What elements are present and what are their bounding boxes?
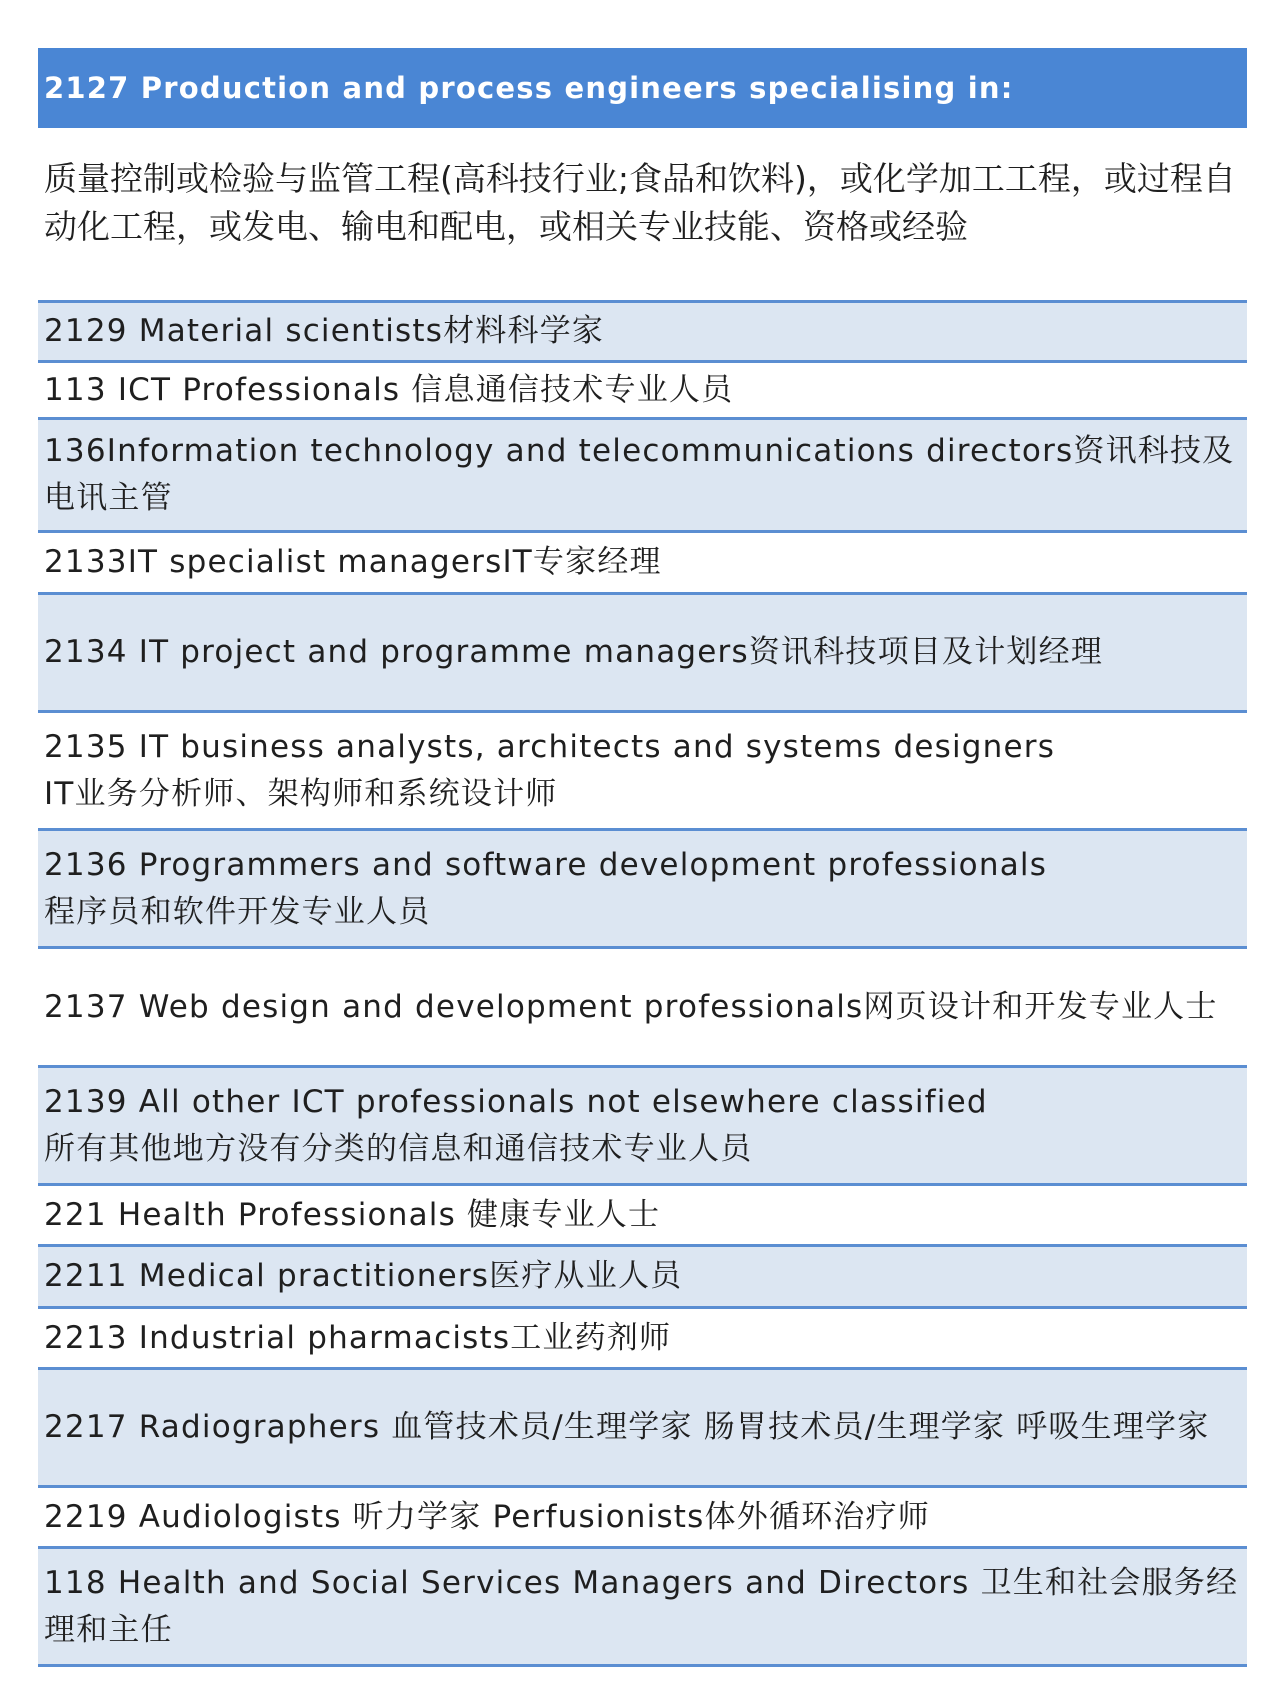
row-line: 221 Health Professionals 健康专业人士 bbox=[44, 1196, 661, 1233]
table-row bbox=[38, 1186, 1247, 1247]
row-line: 118 Health and Social Services Managers and Directors 卫生和社会服务经理和主任 bbox=[44, 1564, 1239, 1648]
occupation-table bbox=[38, 48, 1247, 1667]
row-line-chinese: 程序员和软件开发专业人员 bbox=[44, 893, 431, 930]
table-row bbox=[38, 303, 1247, 363]
row-line: 136Information technology and telecommunications directors资讯科技及电讯主管 bbox=[44, 433, 1235, 516]
table-row bbox=[38, 595, 1247, 713]
intro-description bbox=[38, 128, 1247, 303]
row-line: 2217 Radiographers 血管技术员/生理学家 肠胃技术员/生理学家 呼吸生理学家 bbox=[44, 1409, 1210, 1445]
row-line: 2129 Material scientists材料科学家 bbox=[44, 313, 605, 349]
table-row bbox=[38, 1247, 1247, 1309]
table-row bbox=[38, 831, 1247, 949]
table-row bbox=[38, 420, 1247, 533]
row-line-chinese: IT业务分析师、架构师和系统设计师 bbox=[44, 775, 558, 812]
row-line: 2136 Programmers and software development professionals bbox=[44, 846, 1048, 883]
row-line: 2211 Medical practitioners医疗从业人员 bbox=[44, 1258, 683, 1294]
table-row bbox=[38, 949, 1247, 1068]
row-line: 2134 IT project and programme managers资讯科技项目及计划经理 bbox=[44, 634, 1104, 670]
row-line: 113 ICT Professionals 信息通信技术专业人员 bbox=[44, 371, 734, 408]
row-line: 2213 Industrial pharmacists工业药剂师 bbox=[44, 1319, 672, 1356]
intro-text: 质量控制或检验与监管工程(高科技行业;食品和饮料)，或化学加工工程，或过程自动化工程，或发电、输电和配电，或相关专业技能、资格或经验 bbox=[44, 159, 1236, 246]
row-line: 2219 Audiologists 听力学家 Perfusionists体外循环治疗师 bbox=[44, 1498, 930, 1535]
row-line: 2133IT specialist managersIT专家经理 bbox=[44, 544, 662, 580]
table-row bbox=[38, 1370, 1247, 1488]
table-row bbox=[38, 363, 1247, 420]
row-line: 2137 Web design and development professionals网页设计和开发专业人士 bbox=[44, 988, 1218, 1025]
table-row bbox=[38, 1309, 1247, 1370]
table-row bbox=[38, 1068, 1247, 1186]
table-row bbox=[38, 1488, 1247, 1549]
table-row bbox=[38, 533, 1247, 595]
table-row bbox=[38, 1549, 1247, 1667]
row-line: 2139 All other ICT professionals not elsewhere classified bbox=[44, 1083, 988, 1120]
table-row bbox=[38, 713, 1247, 831]
row-line-chinese: 所有其他地方没有分类的信息和通信技术专业人员 bbox=[44, 1130, 753, 1167]
row-line: 2135 IT business analysts, architects and systems designers bbox=[44, 728, 1056, 765]
header-title: 2127 Production and process engineers specialising in: bbox=[44, 71, 1014, 105]
table-header bbox=[38, 48, 1247, 128]
